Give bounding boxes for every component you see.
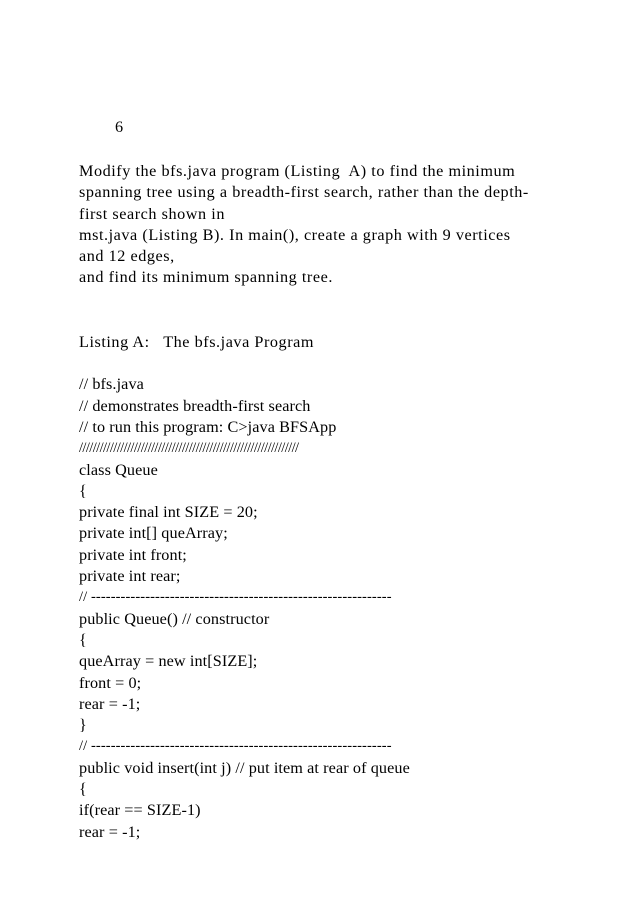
code-line: rear = -1; — [79, 822, 141, 841]
intro-line: and 12 edges, — [79, 247, 175, 266]
code-line: if(rear == SIZE-1) — [79, 801, 201, 820]
code-line: front = 0; — [79, 673, 142, 692]
code-line: private int front; — [79, 545, 187, 564]
code-line: queArray = new int[SIZE]; — [79, 652, 258, 671]
intro-line: Modify the bfs.java program (Listing A) to find the minimum — [79, 162, 516, 180]
intro-line: mst.java (Listing B). In main(), create a graph with 9 vertices — [79, 225, 511, 244]
code-line: { — [79, 481, 87, 500]
intro-line: first search shown in — [79, 204, 225, 223]
code-line: public Queue() // constructor — [79, 609, 270, 628]
spacer — [79, 353, 609, 374]
code-line: public void insert(int j) // put item at rear of queue — [79, 758, 410, 777]
code-line: } — [79, 716, 87, 735]
listing-heading: Listing A: The bfs.java Program — [79, 332, 315, 351]
page-number: 6 — [115, 118, 124, 136]
spacer — [79, 289, 609, 332]
code-line: // bfs.java — [79, 375, 144, 394]
code-line: rear = -1; — [79, 694, 141, 713]
code-line: private int[] queArray; — [79, 524, 228, 543]
code-line: private final int SIZE = 20; — [79, 503, 258, 522]
code-line: // to run this program: C>java BFSApp — [79, 417, 337, 436]
intro-line: and find its minimum spanning tree. — [79, 268, 333, 287]
code-line: private int rear; — [79, 567, 181, 586]
code-line: // ------------------------------------------------------------- — [79, 738, 392, 755]
code-line: class Queue — [79, 460, 158, 479]
intro-line: spanning tree using a breadth-first search, rather than the depth- — [79, 183, 529, 202]
code-line: // ------------------------------------------------------------- — [79, 589, 392, 606]
document-body — [79, 161, 609, 843]
code-line: { — [79, 780, 87, 799]
code-line: { — [79, 630, 87, 649]
code-line: // demonstrates breadth-first search — [79, 396, 311, 415]
code-line: //////////////////////////////////////////////////////////////// — [79, 440, 299, 457]
